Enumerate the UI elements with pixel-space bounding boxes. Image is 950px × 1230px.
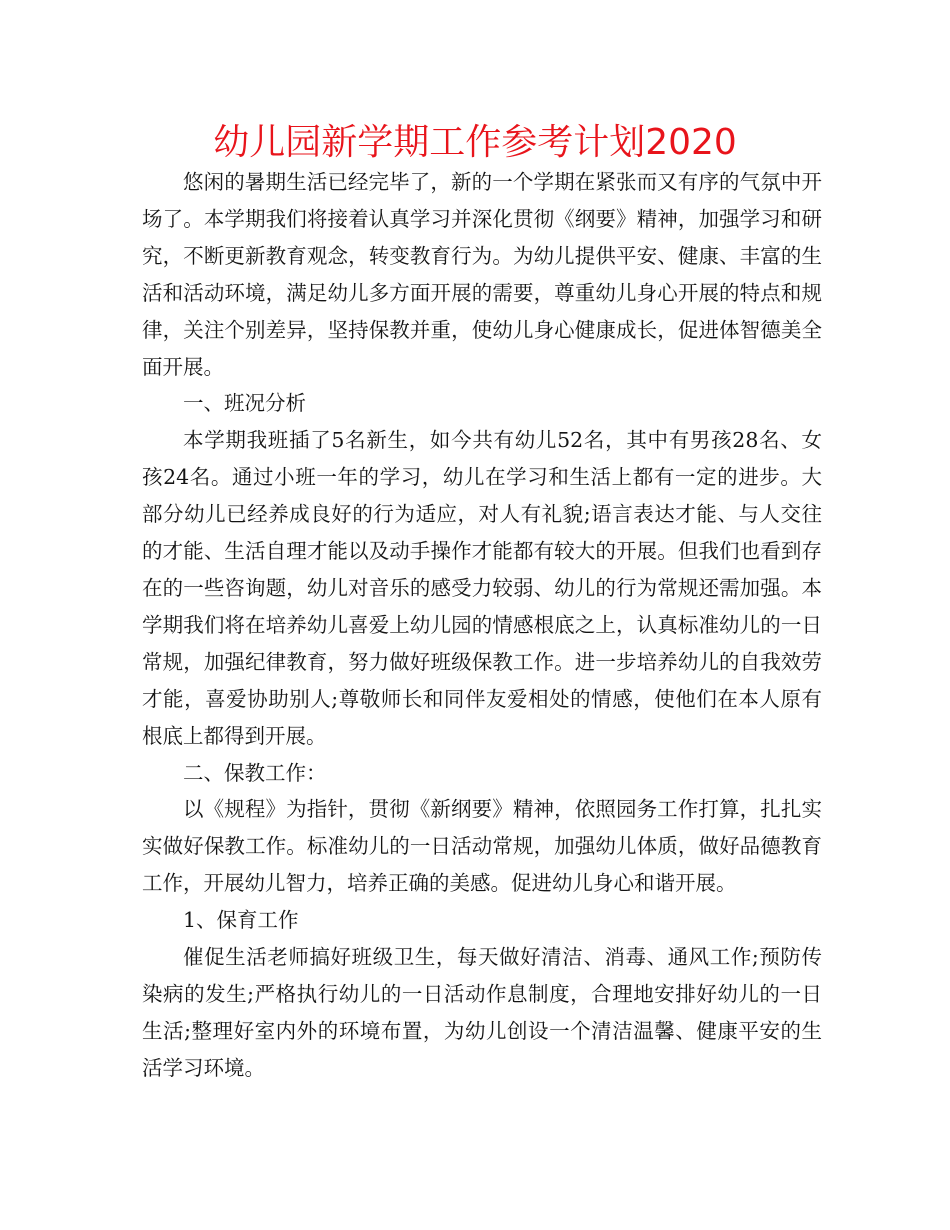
intro-paragraph: 悠闲的暑期生活已经完毕了，新的一个学期在紧张而又有序的气氛中开场了。本学期我们将接着认真学习并深化贯彻《纲要》精神，加强学习和研究，不断更新教育观念，转变教育行为。为幼儿提供平安、健康、丰富的生活和活动环境，满足幼儿多方面开展的需要，尊重幼儿身心开展的特点和规律，关注个别差异，坚持保教并重，使幼儿身心健康成长，促进体智德美全面开展。 — [142, 170, 822, 379]
section-heading-care-education: 二、保教工作： — [183, 760, 327, 785]
class-analysis-paragraph: 本学期我班插了5名新生，如今共有幼儿52名，其中有男孩28名、女孩24名。通过小班一年的学习，幼儿在学习和生活上都有一定的进步。大部分幼儿已经养成良好的行为适应，对人有礼貌;语言表达才能、与人交往的才能、生活自理才能以及动手操作才能都有较大的开展。但我们也看到存在的一些咨询题，幼儿对音乐的感受力较弱、幼儿的行为常规还需加强。本学期我们将在培养幼儿喜爱上幼儿园的情感根底之上，认真标准幼儿的一日常规，加强纪律教育，努力做好班级保教工作。进一步培养幼儿的自我效劳才能，喜爱协助别人;尊敬师长和同伴友爱相处的情感，使他们在本人原有根底上都得到开展。 — [142, 428, 822, 748]
childcare-paragraph: 催促生活老师搞好班级卫生，每天做好清洁、消毒、通风工作;预防传染病的发生;严格执行幼儿的一日活动作息制度，合理地安排好幼儿的一日生活;整理好室内外的环境布置，为幼儿创设一个清洁温馨、健康平安的生活学习环境。 — [142, 945, 822, 1080]
care-education-paragraph: 以《规程》为指针，贯彻《新纲要》精神，依照园务工作打算，扎扎实实做好保教工作。标准幼儿的一日活动常规，加强幼儿体质，做好品德教育工作，开展幼儿智力，培养正确的美感。促进幼儿身心和谐开展。 — [142, 797, 822, 896]
subsection-heading-childcare: 1、保育工作 — [183, 908, 299, 933]
document-body — [142, 164, 822, 1087]
document-title: 幼儿园新学期工作参考计划2020 — [213, 122, 737, 163]
section-heading-class-analysis: 一、班况分析 — [183, 391, 306, 416]
